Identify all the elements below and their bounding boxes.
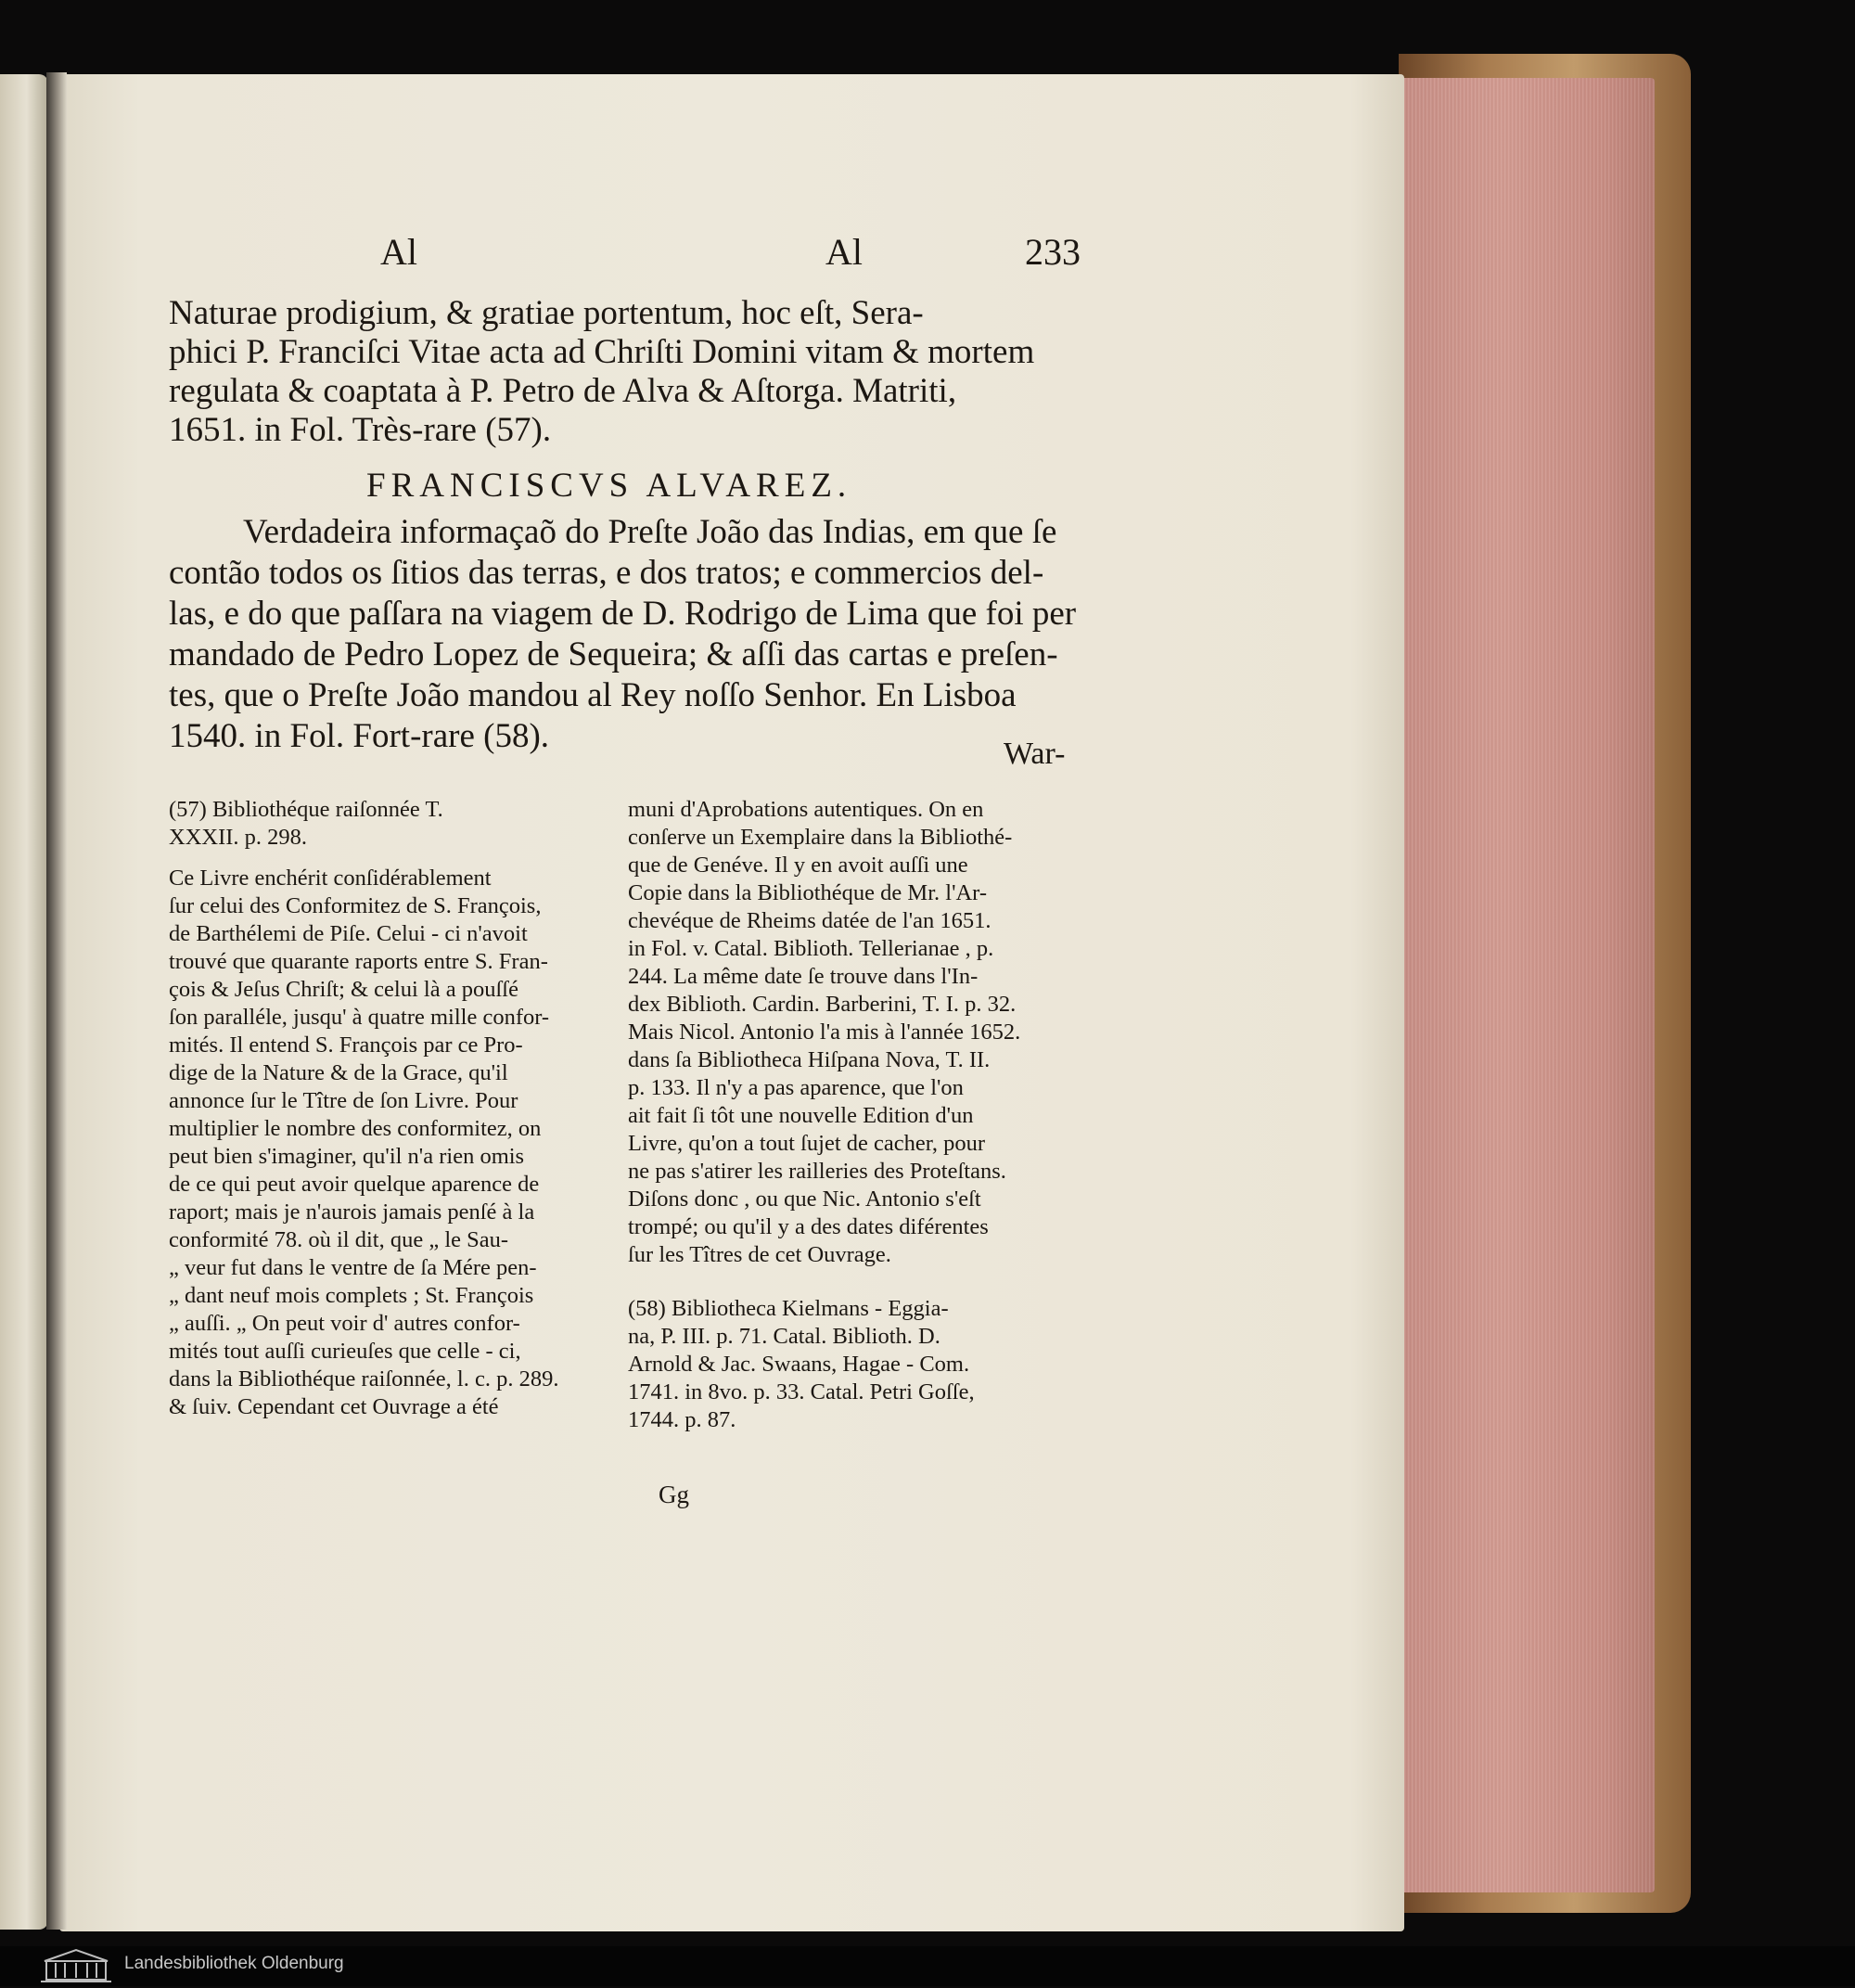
entry2-line: las, e do que paſſara na viagem de D. Rodrigo de Lima que foi per (169, 595, 1077, 633)
entry1-line: phici P. Franciſci Vitae acta ad Chriſti Domini vitam & mortem (169, 333, 1035, 371)
footnote-line: Copie dans la Bibliothéque de Mr. l'Ar- (628, 880, 988, 905)
running-head-center: Al (825, 231, 863, 273)
footnote-line: que de Genéve. Il y en avoit auſſi une (628, 853, 968, 878)
footnote-line: conſerve un Exemplaire dans la Bibliothé- (628, 825, 1013, 850)
footnote-line: p. 133. Il n'y a pas aparence, que l'on (628, 1075, 964, 1100)
library-building-icon (39, 1948, 113, 1983)
entry1-line: regulata & coaptata à P. Petro de Alva & Aſtorga. Matriti, (169, 372, 957, 410)
footnote-line: de Barthélemi de Piſe. Celui - ci n'avoit (169, 921, 528, 946)
footnote-line: trouvé que quarante raports entre S. Fran- (169, 949, 548, 974)
footnote-line: ne pas s'atirer les railleries des Proteſtans. (628, 1159, 1006, 1184)
footnote-line: muni d'Aprobations autentiques. On en (628, 797, 984, 822)
entry2-line: tes, que o Preſte João mandou al Rey noſſo Senhor. En Lisboa (169, 676, 1017, 714)
running-head-left: Al (380, 231, 417, 273)
footnote-line: annonce ſur le Tître de ſon Livre. Pour (169, 1088, 518, 1113)
entry1-line: 1651. in Fol. Très-rare (57). (169, 411, 552, 449)
footnote-column-left (169, 796, 605, 1421)
footnote-line: peut bien s'imaginer, qu'il n'a rien omis (169, 1144, 525, 1169)
page-fore-edge (1401, 78, 1655, 1892)
signature-mark: Gg (659, 1481, 689, 1508)
entry2-line: Verdadeira informaçaõ do Preſte João das Indias, em que ſe (243, 513, 1057, 551)
entry2-line: 1540. in Fol. Fort-rare (58). (169, 717, 550, 755)
footnote-line: de ce qui peut avoir quelque aparence de (169, 1172, 540, 1197)
footnote-line: 1744. p. 87. (628, 1407, 736, 1432)
footnote-line: conformité 78. où il dit, que „ le Sau- (169, 1227, 509, 1252)
footnote-column-right (628, 796, 1073, 1434)
footnote-line: ſur celui des Conformitez de S. François, (169, 893, 542, 918)
page-number: 233 (1025, 231, 1081, 273)
footnote-line: Diſons donc , ou que Nic. Antonio s'eſt (628, 1186, 981, 1212)
footnote-line: „ dant neuf mois complets ; St. François (169, 1283, 534, 1308)
footnote-line: dans ſa Bibliotheca Hiſpana Nova, T. II. (628, 1047, 991, 1072)
footnote-line: XXXII. p. 298. (169, 825, 308, 850)
footnote-line: çois & Jeſus Chriſt; & celui là a pouſſé (169, 977, 518, 1002)
footnote-line: Ce Livre enchérit conſidérablement (169, 866, 492, 891)
footnote-line: & ſuiv. Cependant cet Ouvrage a été (169, 1394, 499, 1419)
footnote-line: multiplier le nombre des conformitez, on (169, 1116, 542, 1141)
footnote-spacer (169, 852, 605, 865)
catchword: War- (1004, 737, 1066, 771)
footnote-spacer (628, 1269, 1073, 1295)
previous-page-edge (0, 74, 48, 1930)
footnote-line: dex Biblioth. Cardin. Barberini, T. I. p. 32. (628, 992, 1017, 1017)
footnote-line: ſur les Tîtres de cet Ouvrage. (628, 1242, 891, 1267)
footnote-line: 1741. in 8vo. p. 33. Catal. Petri Goſſe, (628, 1379, 975, 1404)
library-name: Landesbibliothek Oldenburg (124, 1954, 344, 1973)
footnote-line: dige de la Nature & de la Grace, qu'il (169, 1060, 508, 1085)
footnote-line: ait fait ſi tôt une nouvelle Edition d'un (628, 1103, 974, 1128)
author-heading: FRANCISCVS ALVAREZ. (366, 467, 852, 505)
footnote-line: ſon paralléle, jusqu' à quatre mille confor- (169, 1005, 550, 1030)
footnote-line: (58) Bibliotheca Kielmans - Eggia- (628, 1296, 949, 1321)
footnote-line: mités. Il entend S. François par ce Pro- (169, 1032, 523, 1058)
footnote-line: mités tout auſſi curieuſes que celle - ci, (169, 1339, 521, 1364)
footnote-line: na, P. III. p. 71. Catal. Biblioth. D. (628, 1324, 940, 1349)
footnote-line: raport; mais je n'aurois jamais penſé à la (169, 1199, 535, 1225)
footnote-line: in Fol. v. Catal. Biblioth. Tellerianae , p. (628, 936, 994, 961)
footnote-line: trompé; ou qu'il y a des dates diférentes (628, 1214, 989, 1239)
entry2-line: contão todos os ſitios das terras, e dos tratos; e commercios del- (169, 554, 1044, 592)
entry2-line: mandado de Pedro Lopez de Sequeira; & aſſi das cartas e preſen- (169, 635, 1058, 673)
footnote-line: „ veur fut dans le ventre de ſa Mére pen- (169, 1255, 537, 1280)
footnote-line: Livre, qu'on a tout ſujet de cacher, pour (628, 1131, 986, 1156)
footnote-line: „ auſſi. „ On peut voir d' autres confor- (169, 1311, 520, 1336)
footnote-line: Mais Nicol. Antonio l'a mis à l'année 1652. (628, 1020, 1021, 1045)
footnote-line: dans la Bibliothéque raiſonnée, l. c. p. 289. (169, 1366, 559, 1392)
entry1-line: Naturae prodigium, & gratiae portentum, hoc eſt, Sera- (169, 294, 924, 332)
footnote-line: chevéque de Rheims datée de l'an 1651. (628, 908, 991, 933)
footnote-line: (57) Bibliothéque raiſonnée T. (169, 797, 443, 822)
book-gutter (46, 72, 67, 1930)
footnote-line: Arnold & Jac. Swaans, Hagae - Com. (628, 1352, 970, 1377)
footnote-line: 244. La même date ſe trouve dans l'In- (628, 964, 979, 989)
